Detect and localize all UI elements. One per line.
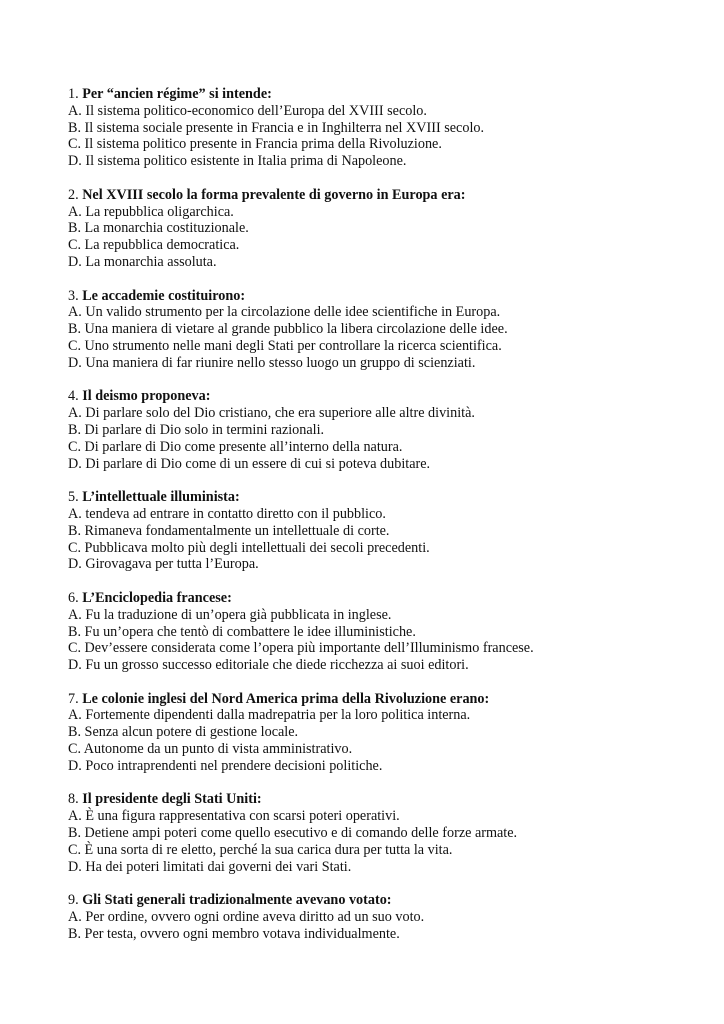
question-8 [68, 791, 688, 875]
answer-option: B. Rimaneva fondamentalmente un intellettuale di corte. [68, 522, 390, 539]
question-title: Le accademie costituirono: [82, 287, 246, 304]
answer-option: C. È una sorta di re eletto, perché la sua carica dura per tutta la vita. [68, 841, 453, 858]
question-heading [68, 691, 688, 708]
question-title: Il deismo proponeva: [82, 388, 211, 405]
answer-option: B. Senza alcun potere di gestione locale. [68, 724, 299, 741]
question-number: 6. [68, 589, 79, 606]
answer-option: C. Uno strumento nelle mani degli Stati per controllare la ricerca scientifica. [68, 337, 502, 354]
answer-option: C. La repubblica democratica. [68, 237, 240, 254]
question-heading [68, 791, 688, 808]
answer-option: B. Per testa, ovvero ogni membro votava individualmente. [68, 925, 400, 942]
question-number: 3. [68, 287, 79, 304]
question-5 [68, 489, 688, 573]
answer-option: A. La repubblica oligarchica. [68, 203, 234, 220]
question-heading [68, 187, 688, 204]
question-7 [68, 691, 688, 775]
question-6 [68, 590, 688, 674]
answer-option: B. Il sistema sociale presente in Francia e in Inghilterra nel XVIII secolo. [68, 119, 485, 136]
answer-option: C. Il sistema politico presente in Francia prima della Rivoluzione. [68, 136, 442, 153]
question-number: 2. [68, 186, 79, 203]
question-title: Le colonie inglesi del Nord America prima della Rivoluzione erano: [82, 690, 490, 707]
answer-option: B. La monarchia costituzionale. [68, 220, 249, 237]
question-heading [68, 86, 688, 103]
question-number: 8. [68, 791, 79, 808]
question-2 [68, 187, 688, 271]
answer-option: A. Il sistema politico-economico dell’Europa del XVIII secolo. [68, 102, 427, 119]
answer-option: D. Poco intraprendenti nel prendere decisioni politiche. [68, 757, 383, 774]
answer-option: D. Fu un grosso successo editoriale che diede ricchezza ai suoi editori. [68, 657, 469, 674]
question-title: Gli Stati generali tradizionalmente avevano votato: [82, 892, 392, 909]
question-1 [68, 86, 688, 170]
answer-option: B. Di parlare di Dio solo in termini razionali. [68, 421, 325, 438]
question-title: Il presidente degli Stati Uniti: [82, 791, 262, 808]
answer-option: A. È una figura rappresentativa con scarsi poteri operativi. [68, 808, 400, 825]
answer-option: D. Di parlare di Dio come di un essere di cui si poteva dubitare. [68, 455, 431, 472]
question-number: 1. [68, 86, 79, 102]
question-heading [68, 590, 688, 607]
question-number: 7. [68, 690, 79, 707]
answer-option: D. Il sistema politico esistente in Italia prima di Napoleone. [68, 153, 407, 170]
answer-option: A. Fortemente dipendenti dalla madrepatria per la loro politica interna. [68, 707, 471, 724]
question-heading [68, 288, 688, 305]
question-number: 4. [68, 388, 79, 405]
question-heading [68, 489, 688, 506]
answer-option: D. Girovagava per tutta l’Europa. [68, 556, 259, 573]
question-heading [68, 892, 688, 909]
answer-option: B. Fu un’opera che tentò di combattere le idee illuministiche. [68, 623, 416, 640]
answer-option: A. Un valido strumento per la circolazione delle idee scientifiche in Europa. [68, 304, 501, 321]
answer-option: C. Di parlare di Dio come presente all’interno della natura. [68, 438, 403, 455]
question-number: 5. [68, 489, 79, 506]
answer-option: A. Per ordine, ovvero ogni ordine aveva diritto ad un suo voto. [68, 909, 425, 926]
question-title: Nel XVIII secolo la forma prevalente di governo in Europa era: [82, 186, 466, 203]
answer-option: A. tendeva ad entrare in contatto diretto con il pubblico. [68, 505, 386, 522]
quiz-content [68, 86, 688, 959]
question-number: 9. [68, 892, 79, 909]
answer-option: D. La monarchia assoluta. [68, 253, 217, 270]
question-title: L’intellettuale illuminista: [82, 489, 240, 506]
answer-option: C. Autonome da un punto di vista amministrativo. [68, 741, 353, 758]
answer-option: D. Una maniera di far riunire nello stesso luogo un gruppo di scienziati. [68, 354, 476, 371]
answer-option: A. Fu la traduzione di un’opera già pubblicata in inglese. [68, 606, 392, 623]
question-heading [68, 388, 688, 405]
answer-option: A. Di parlare solo del Dio cristiano, che era superiore alle altre divinità. [68, 405, 475, 422]
question-4 [68, 388, 688, 472]
answer-option: D. Ha dei poteri limitati dai governi dei vari Stati. [68, 858, 352, 875]
question-title: L’Enciclopedia francese: [82, 589, 232, 606]
answer-option: B. Detiene ampi poteri come quello esecutivo e di comando delle forze armate. [68, 825, 518, 842]
question-9 [68, 892, 688, 942]
answer-option: B. Una maniera di vietare al grande pubblico la libera circolazione delle idee. [68, 321, 508, 338]
answer-option: C. Pubblicava molto più degli intellettuali dei secoli precedenti. [68, 539, 430, 556]
question-title: Per “ancien régime” si intende: [82, 86, 272, 102]
question-3 [68, 288, 688, 372]
answer-option: C. Dev’essere considerata come l’opera più importante dell’Illuminismo francese. [68, 640, 534, 657]
